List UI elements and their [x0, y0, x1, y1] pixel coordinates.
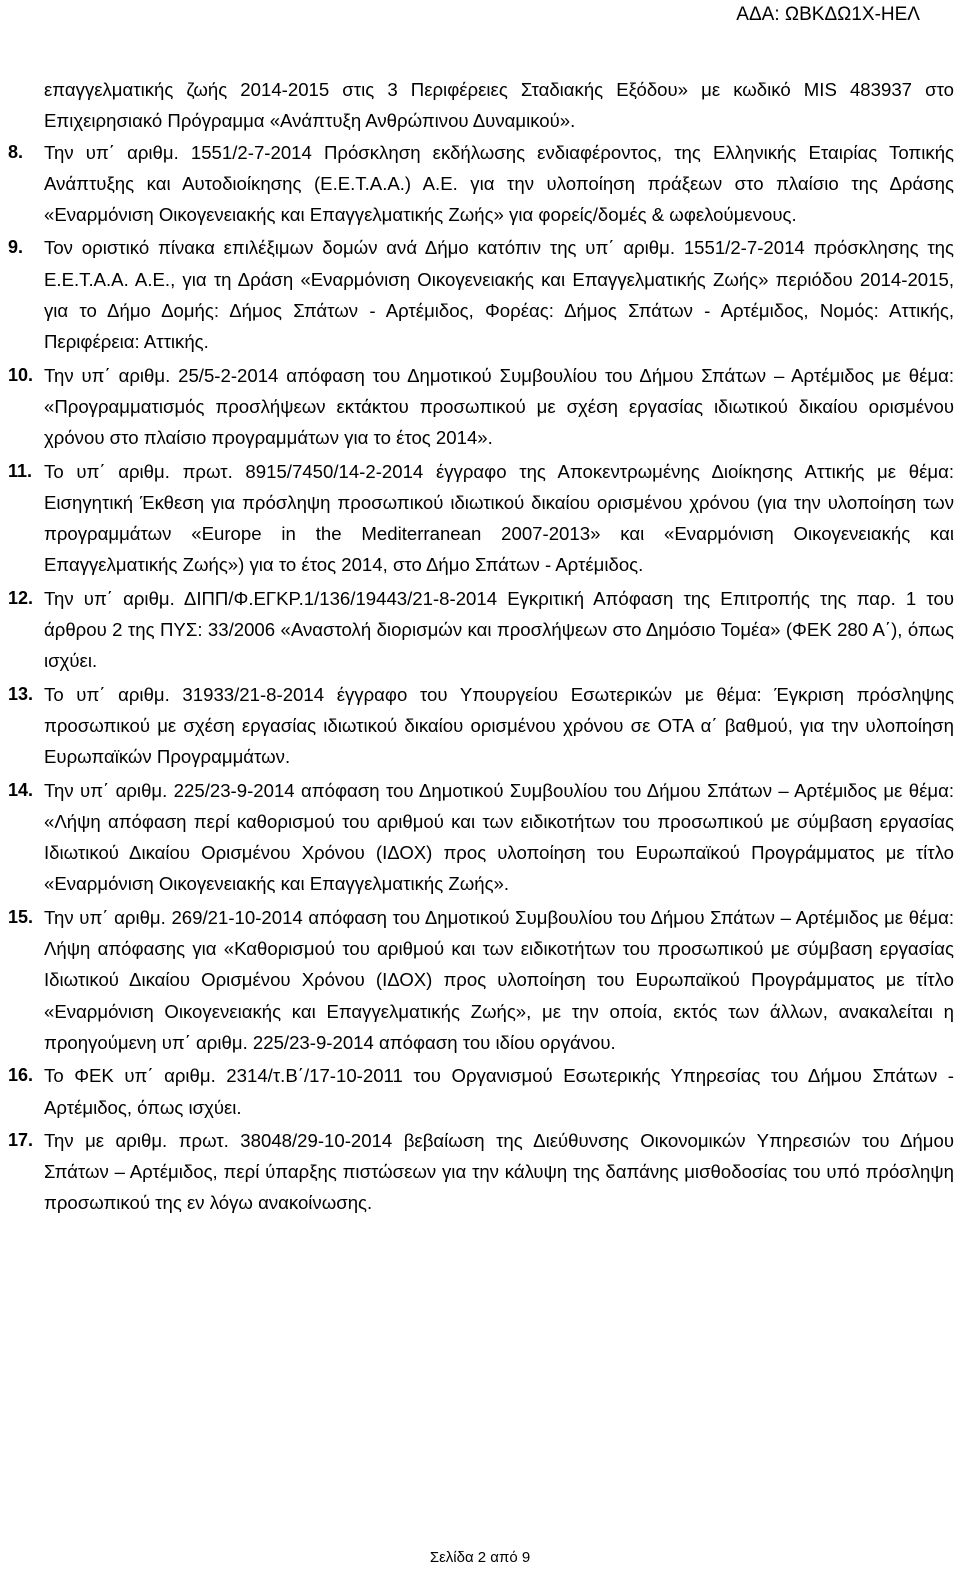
- list-item-number: 15.: [8, 906, 34, 927]
- list-item: [8, 1060, 954, 1123]
- list-item-number: 16.: [8, 1065, 34, 1086]
- list-item-number: 10.: [8, 364, 34, 385]
- list-item: [8, 360, 954, 454]
- list-item-text: Την υπ΄ αριθμ. 1551/2-7-2014 Πρόσκληση εκδήλωσης ενδιαφέροντος, της Ελληνικής Εταιρίας Τοπικής Ανάπτυξης και Αυτοδιοίκησης (Ε.Ε.Τ.Α.Α.) Α.Ε. για την υλοποίηση πράξεων στο πλαίσιο της Δράσης «Εναρμόνιση Οικογενειακής και Επαγγελματικής Ζωής» για φορείς/δομές & ωφελούμενους.: [44, 141, 954, 226]
- list-item: [8, 1125, 954, 1219]
- list-item-text: Την υπ΄ αριθμ. 225/23-9-2014 απόφαση του Δημοτικού Συμβουλίου του Δήμου Σπάτων – Αρτέμιδος με θέμα: «Λήψη απόφαση περί καθορισμού του αριθμού και των ειδικοτήτων του προσωπικού με σύμβαση εργασίας Ιδιωτικού Δικαίου Ορισμένου Χρόνου (ΙΔΟΧ) προς υλοποίηση του Ευρωπαϊκού Προγράμματος με τίτλο «Εναρμόνιση Οικογενειακής και Επαγγελματικής Ζωής».: [44, 779, 954, 895]
- list-item-number: 12.: [8, 587, 34, 608]
- list-item-text: Την με αριθμ. πρωτ. 38048/29-10-2014 βεβαίωση της Διεύθυνσης Οικονομικών Υπηρεσιών του Δήμου Σπάτων – Αρτέμιδος, περί ύπαρξης πιστώσεων για την κάλυψη της δαπάνης μισθοδοσίας του υπό πρόσληψη προσωπικού της εν λόγω ανακοίνωσης.: [44, 1129, 954, 1214]
- list-item: [8, 456, 954, 581]
- list-item-text: Τον οριστικό πίνακα επιλέξιμων δομών ανά Δήμο κατόπιν της υπ΄ αριθμ. 1551/2-7-2014 πρόσκλησης της Ε.Ε.Τ.Α.Α. Α.Ε., για τη Δράση «Εναρμόνιση Οικογενειακής και Επαγγελματικής Ζωής» περιόδου 2014-2015, για το Δήμο Δομής: Δήμος Σπάτων - Αρτέμιδος, Φορέας: Δήμος Σπάτων - Αρτέμιδος, Νομός: Αττικής, Περιφέρεια: Αττικής.: [44, 237, 954, 353]
- list-item-number: 13.: [8, 683, 34, 704]
- list-item-number: 14.: [8, 779, 34, 800]
- list-item: [8, 679, 954, 773]
- list-item-text: Την υπ΄ αριθμ. 25/5-2-2014 απόφαση του Δημοτικού Συμβουλίου του Δήμου Σπάτων – Αρτέμιδος με θέμα: «Προγραμματισμός προσλήψεων εκτάκτου προσωπικού με σχέση εργασίας ιδιωτικού δικαίου ορισμένου χρόνου στο πλαίσιο προγραμμάτων για το έτος 2014».: [44, 364, 954, 449]
- list-item-text: Την υπ΄ αριθμ. ΔΙΠΠ/Φ.ΕΓΚΡ.1/136/19443/21-8-2014 Εγκριτική Απόφαση της Επιτροπής της παρ. 1 του άρθρου 2 της ΠΥΣ: 33/2006 «Αναστολή διορισμών και προσλήψεων στο Δημόσιο Τομέα» (ΦΕΚ 280 Α΄), όπως ισχύει.: [44, 587, 954, 672]
- list-item: [8, 775, 954, 900]
- continuation-paragraph: επαγγελματικής ζωής 2014-2015 στις 3 Περιφέρειες Σταδιακής Εξόδου» με κωδικό MIS 483937 στο Επιχειρησιακό Πρόγραμμα «Ανάπτυξη Ανθρώπινου Δυναμικού».: [44, 79, 954, 132]
- list-item-number: 8.: [8, 141, 24, 162]
- list-item-number: 17.: [8, 1129, 34, 1150]
- list-item-text: Το υπ΄ αριθμ. 31933/21-8-2014 έγγραφο του Υπουργείου Εσωτερικών με θέμα: Έγκριση πρόσληψης προσωπικού με σχέση εργασίας ιδιωτικού δικαίου ορισμένου χρόνου σε ΟΤΑ α΄ βαθμού, για την υλοποίηση Ευρωπαϊκών Προγραμμάτων.: [44, 683, 954, 768]
- list-item-number: 11.: [8, 460, 33, 481]
- document-body: [8, 74, 954, 1221]
- list-item-text: Το ΦΕΚ υπ΄ αριθμ. 2314/τ.Β΄/17-10-2011 του Οργανισμού Εσωτερικής Υπηρεσίας του Δήμου Σπάτων - Αρτέμιδος, όπως ισχύει.: [44, 1065, 954, 1118]
- list-item: [8, 137, 954, 231]
- list-item: [8, 232, 954, 357]
- list-item-text: Το υπ΄ αριθμ. πρωτ. 8915/7450/14-2-2014 έγγραφο της Αποκεντρωμένης Διοίκησης Αττικής με θέμα: Εισηγητική Έκθεση για πρόσληψη προσωπικού ιδιωτικού δικαίου ορισμένου χρόνου (για την υλοποίηση των προγραμμάτων «Europe in the Mediterranean 2007-2013» και «Εναρμόνιση Οικογενειακής και Επαγγελματικής Ζωής») για το έτος 2014, στο Δήμο Σπάτων - Αρτέμιδος.: [44, 460, 954, 576]
- list-item-number: 9.: [8, 237, 24, 258]
- list-item: [8, 902, 954, 1058]
- list-item-text: Την υπ΄ αριθμ. 269/21-10-2014 απόφαση του Δημοτικού Συμβουλίου του Δήμου Σπάτων – Αρτέμιδος με θέμα: Λήψη απόφασης για «Καθορισμού του αριθμού και των ειδικοτήτων του προσωπικού με σύμβαση εργασίας Ιδιωτικού Δικαίου Ορισμένου Χρόνου (ΙΔΟΧ) προς υλοποίηση του Ευρωπαϊκού Προγράμματος με τίτλο «Εναρμόνιση Οικογενειακής και Επαγγελματικής Ζωής», με την οποία, εκτός των άλλων, ανακαλείται η προηγούμενη υπ΄ αριθμ. 225/23-9-2014 απόφαση του ιδίου οργάνου.: [44, 906, 954, 1053]
- list-item: [8, 583, 954, 677]
- ada-code: ΑΔΑ: ΩΒΚΔΩ1Χ-ΗΕΛ: [736, 4, 920, 25]
- page-number: Σελίδα 2 από 9: [429, 1549, 531, 1566]
